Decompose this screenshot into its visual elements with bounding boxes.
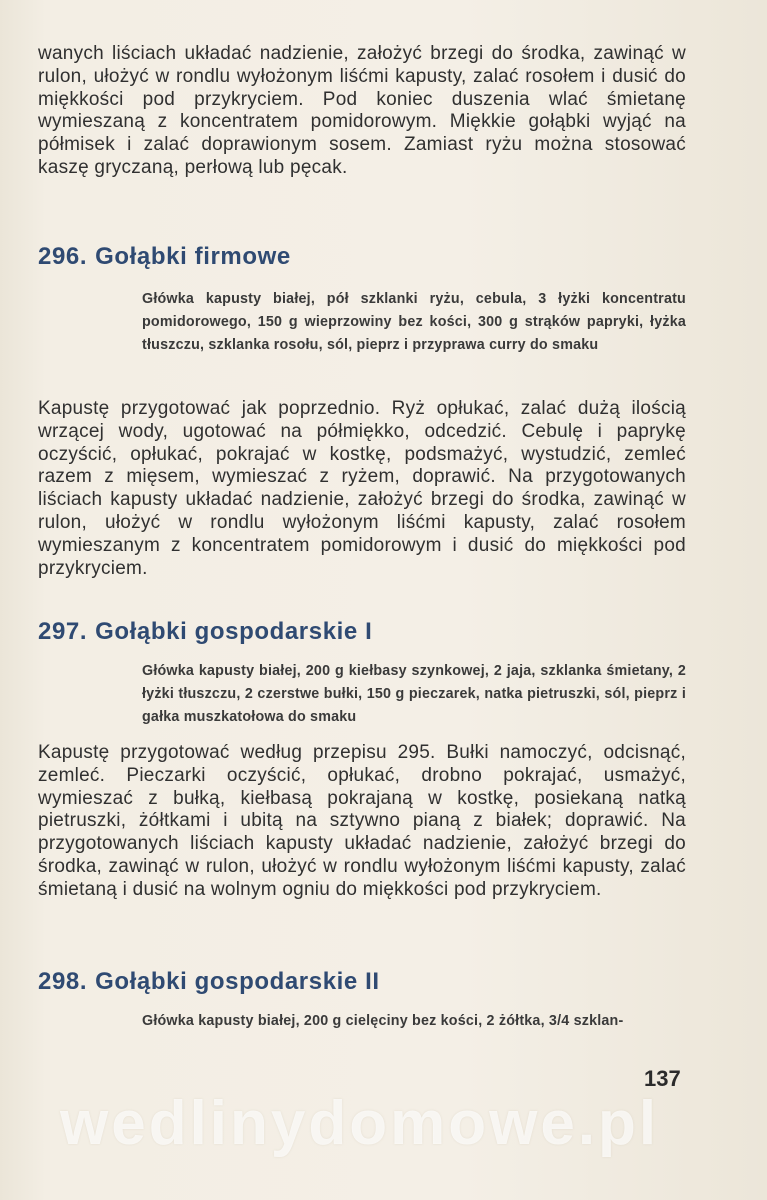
- intro-continuation: [38, 43, 686, 180]
- recipe-296-title: Gołąbki firmowe: [95, 243, 291, 270]
- recipe-296-method-block: [38, 398, 686, 580]
- recipe-297-method: Kapustę przygotować według przepisu 295. Bułki namoczyć, odcisnąć, zemleć. Pieczarki oczyścić, opłukać, drobno pokrajać, usmażyć, wymieszać z bułką, kiełbasą pokrajaną w kostkę, posiekaną natką pietruszki, żółtkami i ubitą na sztywno pianą z białek; doprawić. Na przygotowanych liściach kapusty układać nadzienie, założyć brzegi do środka, zawinąć w rulon, ułożyć w rondlu wyłożonym liśćmi kapusty, zalać śmietaną i dusić na wolnym ogniu do miękkości pod przykryciem.: [38, 742, 686, 900]
- recipe-297-number: 297.: [38, 618, 88, 645]
- recipe-297-ingredients: Główka kapusty białej, 200 g kiełbasy szynkowej, 2 jaja, szklanka śmietany, 2 łyżki tłuszczu, 2 czerstwe bułki, 150 g pieczarek, natka pietruszki, sól, pieprz i gałka muszkatołowa do smaku: [142, 663, 686, 725]
- recipe-297-heading: [38, 618, 372, 646]
- recipe-298-ingredients: Główka kapusty białej, 200 g cielęciny bez kości, 2 żółtka, 3/4 szklan-: [142, 1013, 624, 1029]
- intro-paragraph: wanych liściach układać nadzienie, założyć brzegi do środka, zawinąć w rulon, ułożyć w rondlu wyłożonym liśćmi kapusty, zalać rosołem i dusić do miękkości pod przykryciem. Pod koniec duszenia wlać śmietanę wymieszaną z koncentratem pomidorowym. Miękkie gołąbki wyjąć na półmisek i zalać doprawionym sosem. Zamiast ryżu można stosować kaszę gryczaną, perłową lub pęcak.: [38, 43, 686, 178]
- recipe-296-ingredients: Główka kapusty białej, pół szklanki ryżu, cebula, 3 łyżki koncentratu pomidorowego, 150 g wieprzowiny bez kości, 300 g strąków papryki, łyżka tłuszczu, szklanka rosołu, sól, pieprz i przyprawa curry do smaku: [142, 291, 686, 353]
- recipe-298-title: Gołąbki gospodarskie II: [95, 968, 380, 995]
- watermark: wedlinydomowe.pl: [60, 1089, 660, 1158]
- recipe-296-heading: [38, 243, 291, 271]
- recipe-297-title: Gołąbki gospodarskie I: [95, 618, 373, 645]
- recipe-296-number: 296.: [38, 243, 88, 270]
- recipe-298-number: 298.: [38, 968, 88, 995]
- recipe-297-method-block: [38, 742, 686, 902]
- recipe-296-method: Kapustę przygotować jak poprzednio. Ryż opłukać, zalać dużą ilością wrzącej wody, ugotować na półmiękko, odcedzić. Cebulę i paprykę oczyścić, opłukać, pokrajać w kostkę, podsmażyć, wystudzić, zemleć razem z mięsem, wymieszać z ryżem, doprawić. Na przygotowanych liściach kapusty układać nadzienie, założyć brzegi do środka, zawinąć w rulon, ułożyć w rondlu wyłożonym liśćmi kapusty, zalać rosołem wymieszanym z koncentratem pomidorowym i dusić do miękkości pod przykryciem.: [38, 398, 686, 579]
- recipe-298-heading: [38, 968, 380, 996]
- page-number: 137: [644, 1066, 681, 1091]
